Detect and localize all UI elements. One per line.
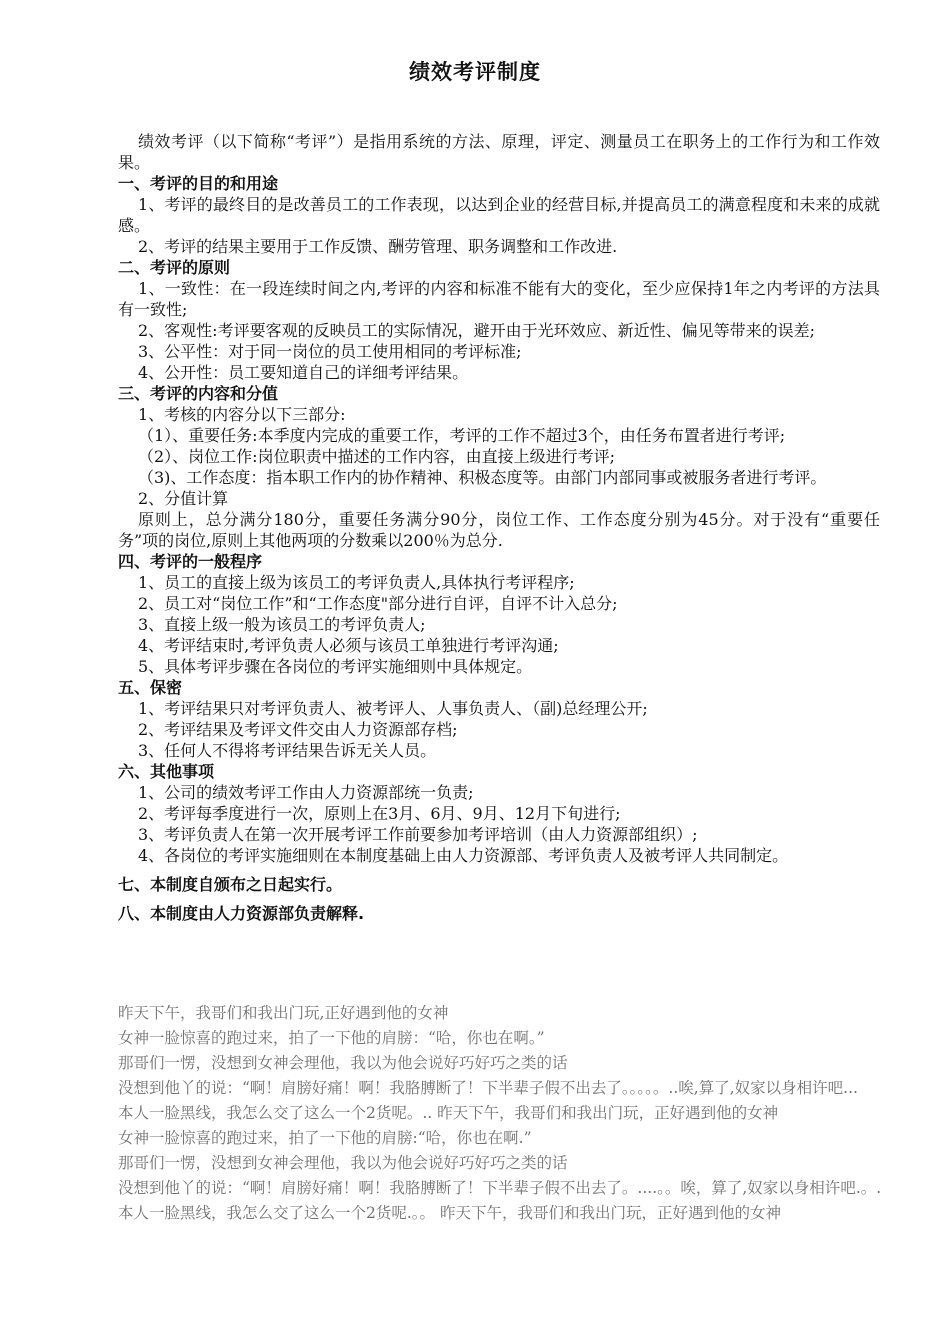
section-heading: 六、其他事项 — [118, 762, 215, 781]
section-item: （2）、岗位工作:岗位职责中描述的工作内容，由直接上级进行考评; — [138, 447, 615, 466]
section-item: 2、考评每季度进行一次，原则上在3月、6月、9月、12月下旬进行; — [138, 804, 621, 823]
section-item: （1）、重要任务:本季度内完成的重要工作，考评的工作不超过3个，由任务布置者进行考评; — [138, 426, 786, 445]
document-body — [118, 131, 880, 924]
section-item: 4、公开性：员工要知道自己的详细考评结果。 — [138, 363, 469, 382]
appendix-line: 本人一脸黑线，我怎么交了这么一个2货呢。.. 昨天下午，我哥们和我出门玩，正好遇到他的女神 — [118, 1104, 779, 1122]
section-item: 原则上，总分满分180分，重要任务满分90分，岗位工作、工作态度分别为45分。对于没有“重要任务”项的岗位,原则上其他两项的分数乘以200％为总分. — [118, 510, 880, 550]
section-item: 4、各岗位的考评实施细则在本制度基础上由人力资源部、考评负责人及被考评人共同制定。 — [138, 846, 789, 865]
section-item: 1、公司的绩效考评工作由人力资源部统一负责; — [138, 783, 474, 802]
section-item: 2、考评结果及考评文件交由人力资源部存档; — [138, 720, 458, 739]
appendix-line: 昨天下午，我哥们和我出门玩,正好遇到他的女神 — [118, 1004, 449, 1022]
section-heading: 三、考评的内容和分值 — [118, 384, 279, 403]
section-item: 1、员工的直接上级为该员工的考评负责人,具体执行考评程序; — [138, 573, 575, 592]
section-item: （3)、工作态度：指本职工作内的协作精神、积极态度等。由部门内部同事或被服务者进行考评。 — [138, 468, 827, 487]
appendix-text — [118, 1001, 886, 1226]
appendix-line: 那哥们一愣，没想到女神会理他，我以为他会说好巧好巧之类的话 — [118, 1154, 568, 1172]
section-item: 1、考评的最终目的是改善员工的工作表现，以达到企业的经营目标,并提高员工的满意程度和未来的成就感。 — [118, 195, 880, 235]
section-item: 5、具体考评步骤在各岗位的考评实施细则中具体规定。 — [138, 657, 533, 676]
section-heading: 二、考评的原则 — [118, 258, 231, 277]
section-item: 3、公平性：对于同一岗位的员工使用相同的考评标准; — [138, 342, 522, 361]
section-item: 4、考评结束时,考评负责人必须与该员工单独进行考评沟通; — [138, 636, 559, 655]
section-item: 2、客观性:考评要客观的反映员工的实际情况，避开由于光环效应、新近性、偏见等带来的误差; — [138, 321, 815, 340]
section-item: 2、考评的结果主要用于工作反馈、酬劳管理、职务调整和工作改进. — [138, 237, 618, 256]
section-heading: 七、本制度自颁布之日起实行。 — [118, 875, 343, 894]
section-item: 3、直接上级一般为该员工的考评负责人; — [138, 615, 426, 634]
appendix-line: 本人一脸黑线，我怎么交了这么一个2货呢.。。 昨天下午，我哥们和我出门玩，正好遇到他的女神 — [118, 1204, 781, 1222]
appendix-line: 女神一脸惊喜的跑过来，拍了一下他的肩膀：“哈，你也在啊。” — [118, 1029, 545, 1047]
appendix-line: 没想到他丫的说：“啊！肩膀好痛！啊！我胳膊断了！下半辈子假不出去了。....。。唉，算了,奴家以身相许吧.。. — [118, 1179, 882, 1197]
appendix-line: 女神一脸惊喜的跑过来，拍了一下他的肩膀:“哈，你也在啊.” — [118, 1129, 532, 1147]
section-heading: 一、考评的目的和用途 — [118, 174, 279, 193]
appendix-line: 那哥们一愣，没想到女神会理他，我以为他会说好巧好巧之类的话 — [118, 1054, 568, 1072]
section-item: 3、考评负责人在第一次开展考评工作前要参加考评培训（由人力资源部组织）; — [138, 825, 698, 844]
section-item: 2、分值计算 — [138, 489, 229, 508]
section-item: 3、任何人不得将考评结果告诉无关人员。 — [138, 741, 437, 760]
section-item: 1、考评结果只对考评负责人、被考评人、人事负责人、（副)总经理公开; — [138, 699, 648, 718]
section-item: 2、员工对“岗位工作”和“工作态度"部分进行自评，自评不计入总分; — [138, 594, 618, 613]
section-heading: 四、考评的一般程序 — [118, 552, 263, 571]
appendix-line: 没想到他丫的说：“啊！肩膀好痛！啊！我胳膊断了！下半辈子假不出去了。。。。。..唉,算了,奴家以身相许吧... — [118, 1079, 858, 1097]
section-heading: 八、本制度由人力资源部负责解释. — [118, 904, 365, 923]
document-title: 绩效考评制度 — [409, 60, 541, 84]
section-heading: 五、保密 — [118, 678, 183, 697]
intro-paragraph: 绩效考评（以下简称“考评”）是指用系统的方法、原理，评定、测量员工在职务上的工作行为和工作效果。 — [118, 132, 880, 172]
section-item: 1、一致性：在一段连续时间之内,考评的内容和标准不能有大的变化，至少应保持1年之内考评的方法具有一致性; — [118, 279, 880, 319]
section-item: 1、考核的内容分以下三部分: — [138, 405, 346, 424]
